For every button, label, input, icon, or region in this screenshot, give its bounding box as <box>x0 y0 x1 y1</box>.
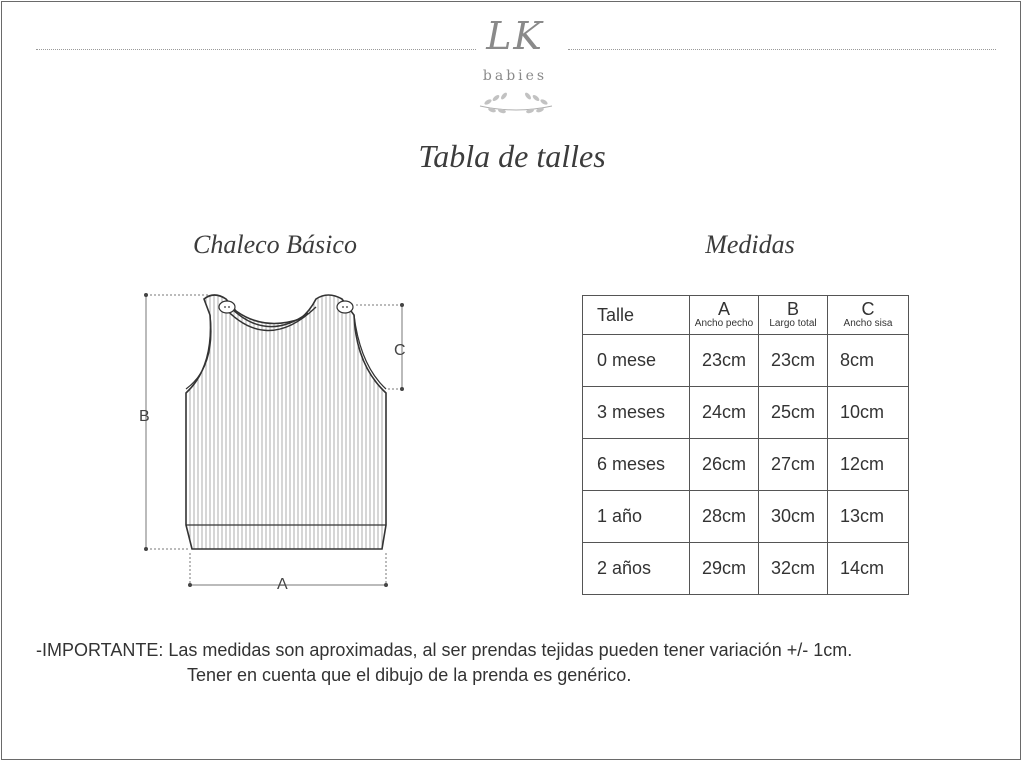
cell-talle: 2 años <box>583 543 690 595</box>
header-b-sub: Largo total <box>769 318 817 329</box>
garment-heading: Chaleco Básico <box>193 230 357 259</box>
cell-c: 12cm <box>828 439 909 491</box>
header-c <box>828 296 909 335</box>
table-row <box>583 335 909 387</box>
table-row <box>583 543 909 595</box>
cell-talle: 1 año <box>583 491 690 543</box>
cell-b: 32cm <box>759 543 828 595</box>
generic-drawing-note: Tener en cuenta que el dibujo de la prenda es genérico. <box>187 665 632 685</box>
header-talle-label: Talle <box>597 304 635 325</box>
header-a-letter: A <box>717 299 730 319</box>
cell-a: 29cm <box>690 543 759 595</box>
header-talle <box>583 296 690 335</box>
cell-c: 14cm <box>828 543 909 595</box>
cell-c: 8cm <box>828 335 909 387</box>
cell-b: 25cm <box>759 387 828 439</box>
header-c-letter: C <box>861 299 875 319</box>
header-divider-right <box>568 49 996 50</box>
measures-heading: Medidas <box>705 230 795 259</box>
cell-a: 26cm <box>690 439 759 491</box>
dimension-label-c: C <box>394 342 406 359</box>
laurel-icon <box>476 84 556 114</box>
cell-b: 30cm <box>759 491 828 543</box>
header-c-sub: Ancho sisa <box>843 318 893 329</box>
cell-talle: 3 meses <box>583 387 690 439</box>
header-b <box>759 296 828 335</box>
cell-a: 24cm <box>690 387 759 439</box>
cell-b: 23cm <box>759 335 828 387</box>
table-row <box>583 491 909 543</box>
header-b-letter: B <box>786 299 799 319</box>
dimension-label-b: B <box>139 408 150 425</box>
header-a-sub: Ancho pecho <box>694 318 754 329</box>
important-note: -IMPORTANTE: Las medidas son aproximadas, al ser prendas tejidas pueden tener variación +/- 1cm. <box>36 640 853 660</box>
table-row <box>583 439 909 491</box>
cell-talle: 0 mese <box>583 335 690 387</box>
brand-logo-sub: babies <box>482 68 548 84</box>
cell-c: 13cm <box>828 491 909 543</box>
size-table <box>582 295 909 595</box>
vest-drawing <box>130 285 420 595</box>
cell-c: 10cm <box>828 387 909 439</box>
table-header-row <box>583 296 909 335</box>
header-divider-left <box>36 49 476 50</box>
header-a <box>690 296 759 335</box>
page-title: Tabla de talles <box>418 138 606 174</box>
cell-b: 27cm <box>759 439 828 491</box>
table-row <box>583 387 909 439</box>
dimension-label-a: A <box>277 576 288 593</box>
cell-talle: 6 meses <box>583 439 690 491</box>
cell-a: 23cm <box>690 335 759 387</box>
brand-logo: LK <box>486 14 544 58</box>
cell-a: 28cm <box>690 491 759 543</box>
